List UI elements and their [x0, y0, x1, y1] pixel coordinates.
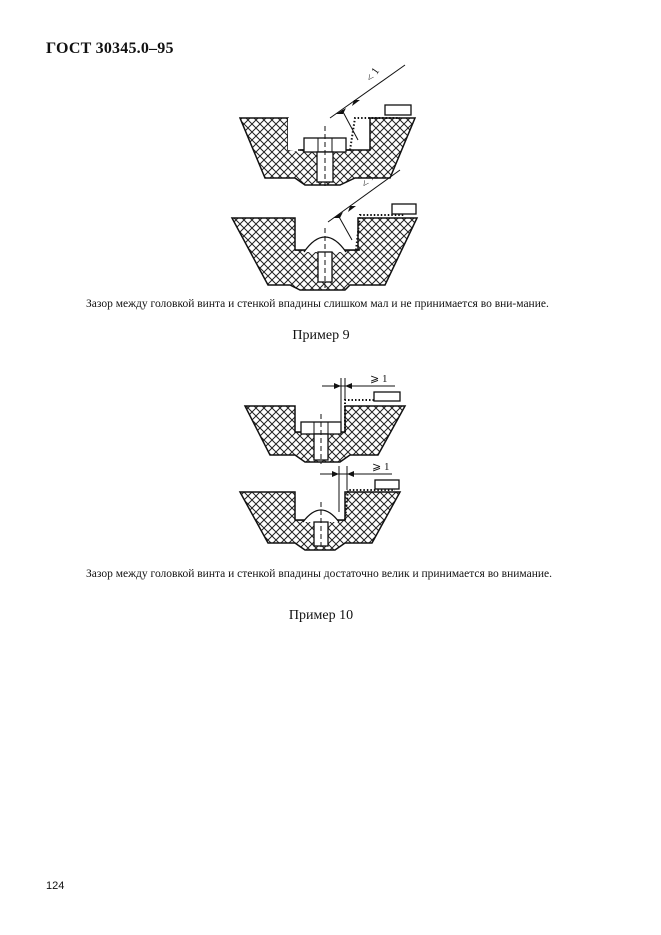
caption-example-9: Пример 9	[292, 328, 350, 343]
page-number: 124	[46, 880, 65, 892]
caption-example-10: Пример 10	[288, 608, 354, 623]
dimension-label-10a: ⩾ 1	[370, 373, 388, 385]
upper-drawing-10	[245, 373, 405, 464]
upper-drawing-9	[240, 65, 415, 186]
paragraph-example-9	[46, 296, 588, 313]
dimension-label-9b: < 1	[358, 171, 378, 191]
document-header: ГОСТ 30345.0–95	[46, 40, 174, 57]
figure-example-10	[0, 360, 661, 560]
dimension-label-10b: ⩾ 1	[372, 461, 390, 473]
lower-drawing-9	[232, 170, 417, 290]
lower-drawing-10	[240, 461, 400, 550]
paragraph-example-9-text: Зазор между головкой винта и стенкой впадины слишком мал и не принимается во вни-мание.	[86, 298, 549, 310]
dimension-label-9a: < 1	[363, 65, 383, 85]
figure-example-9	[0, 0, 661, 300]
paragraph-example-10-text: Зазор между головкой винта и стенкой впадины достаточно велик и принимается во внимание.	[86, 568, 553, 580]
paragraph-example-10	[46, 566, 598, 583]
